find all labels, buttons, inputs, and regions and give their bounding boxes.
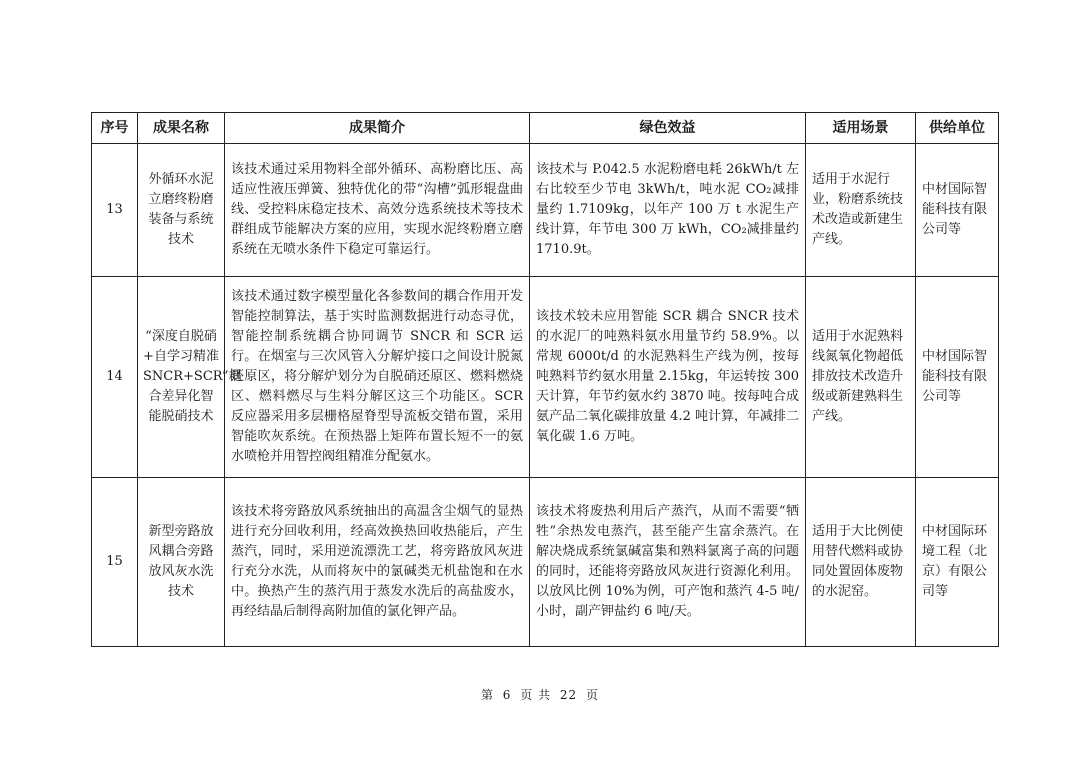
footer-total-pages: 22 [559, 688, 578, 702]
header-green-benefit: 绿色效益 [530, 113, 806, 144]
header-name: 成果名称 [138, 113, 225, 144]
row-number: 14 [92, 277, 138, 478]
row-supplier: 中材国际环境工程（北京）有限公司等 [916, 478, 999, 647]
row-green-benefit: 该技术较未应用智能 SCR 耦合 SNCR 技术的水泥厂的吨熟料氨水用量节约 58.9%。以常规 6000t/d 的水泥熟料生产线为例，按每吨熟料节约氨水用量 2.15kg，年运转按 300 天计算，年节约氨水约 3870 吨。按每吨合成氨产品二氧化碳排放量 4.2 吨计算，年减排二氧化碳 1.6 万吨。 [530, 277, 806, 478]
footer-middle: 页 共 [520, 688, 552, 702]
row-scenario: 适用于大比例使用替代燃料或协同处置固体废物的水泥窑。 [806, 478, 916, 647]
row-name: 新型旁路放风耦合旁路放风灰水洗技术 [138, 478, 225, 647]
table-row [92, 277, 999, 478]
row-supplier: 中材国际智能科技有限公司等 [916, 277, 999, 478]
row-supplier: 中材国际智能科技有限公司等 [916, 144, 999, 277]
row-description: 该技术通过数字模型量化各参数间的耦合作用开发智能控制算法，基于实时监测数据进行动态寻优，智能控制系统耦合协同调节 SNCR 和 SCR 运行。在烟室与三次风管入分解炉接口之间设计脱氮还原区，将分解炉划分为自脱硝还原区、燃料燃烧区、燃料燃尽与生料分解区这三个功能区。SCR 反应器采用多层栅格屋脊型导流板交错布置，采用智能吹灰系统。在预热器上矩阵布置长短不一的氨水喷枪并用智控阀组精准分配氨水。 [225, 277, 530, 478]
table-row [92, 144, 999, 277]
row-number: 13 [92, 144, 138, 277]
row-name: “深度自脱硝+自学习精准 SNCR+SCR”耦合差异化智能脱硝技术 [138, 277, 225, 478]
row-scenario: 适用于水泥熟料线氮氧化物超低排放技术改造升级或新建熟料生产线。 [806, 277, 916, 478]
header-supplier: 供给单位 [916, 113, 999, 144]
row-description: 该技术通过采用物料全部外循环、高粉磨比压、高适应性液压弹簧、独特优化的带“沟槽”弧形辊盘曲线、受控料床稳定技术、高效分选系统技术等技术群组成节能解决方案的应用，实现水泥终粉磨立磨系统在无喷水条件下稳定可靠运行。 [225, 144, 530, 277]
footer-page-number: 6 [502, 688, 512, 702]
table-header-row [92, 113, 999, 144]
table-row [92, 478, 999, 647]
achievements-table [91, 112, 999, 647]
row-green-benefit: 该技术与 P.042.5 水泥粉磨电耗 26kWh/t 左右比较至少节电 3kWh/t，吨水泥 CO₂减排量约 1.7109kg，以年产 100 万 t 水泥生产线计算，年节电 300 万 kWh，CO₂减排量约 1710.9t。 [530, 144, 806, 277]
footer-prefix: 第 [480, 688, 494, 702]
row-description: 该技术将旁路放风系统抽出的高温含尘烟气的显热进行充分回收利用，经高效换热回收热能后，产生蒸汽，同时，采用逆流漂洗工艺，将旁路放风灰进行充分水洗，从而将灰中的氯碱类无机盐饱和在水中。换热产生的蒸汽用于蒸发水洗后的高盐废水，再经结晶后制得高附加值的氯化钾产品。 [225, 478, 530, 647]
header-number: 序号 [92, 113, 138, 144]
row-green-benefit: 该技术将废热利用后产蒸汽，从而不需要“牺牲”余热发电蒸汽，甚至能产生富余蒸汽。在解决烧成系统氯碱富集和熟料氯离子高的问题的同时，还能将旁路放风灰进行资源化利用。以放风比例 10%为例，可产饱和蒸汽 4-5 吨/小时，副产钾盐约 6 吨/天。 [530, 478, 806, 647]
row-number: 15 [92, 478, 138, 647]
footer-suffix: 页 [586, 688, 600, 702]
row-name: 外循环水泥立磨终粉磨装备与系统技术 [138, 144, 225, 277]
header-scenario: 适用场景 [806, 113, 916, 144]
page-footer [0, 686, 1080, 703]
row-scenario: 适用于水泥行业，粉磨系统技术改造或新建生产线。 [806, 144, 916, 277]
header-description: 成果简介 [225, 113, 530, 144]
